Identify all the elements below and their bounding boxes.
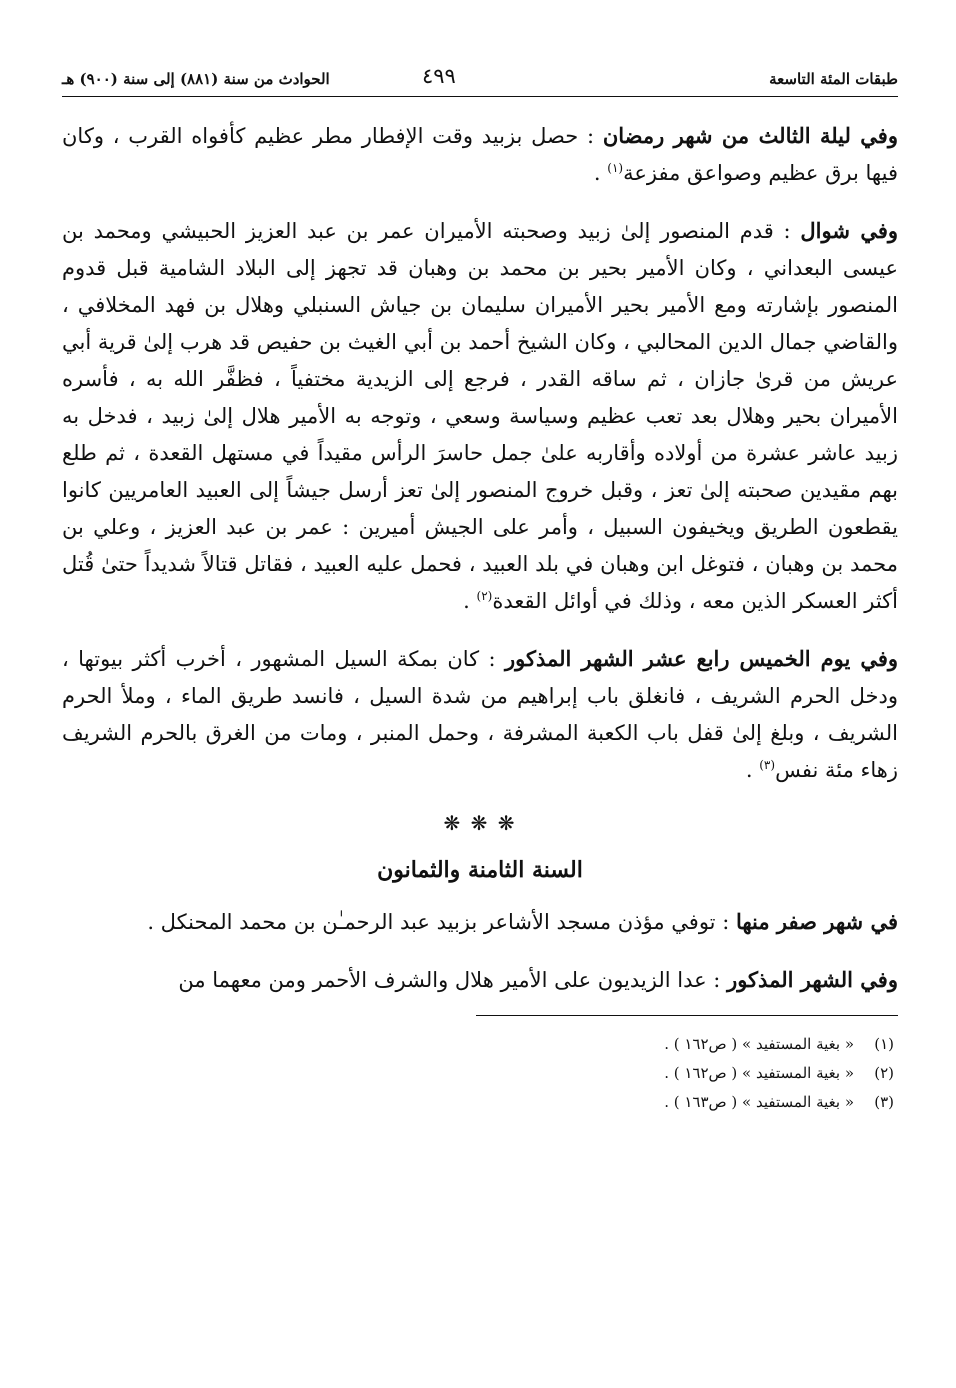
paragraph-lead: وفي ليلة الثالث من شهر رمضان xyxy=(602,123,898,148)
paragraph-text: : عدا الزيديون على الأمير هلال والشرف الأحمر ومن معهما من xyxy=(178,968,728,992)
paragraph-lead: وفي الشهر المذكور xyxy=(727,967,898,992)
paragraph-zaydis xyxy=(62,961,898,999)
footnote-text: « بغية المستفيد » ( ص١٦٢ ) . xyxy=(664,1035,854,1053)
paragraph-flood xyxy=(62,640,898,789)
footnote-divider xyxy=(476,1015,898,1016)
footnotes xyxy=(62,1030,898,1117)
paragraph-lead: وفي شوال xyxy=(800,218,898,243)
footnote-text: « بغية المستفيد » ( ص١٦٣ ) . xyxy=(664,1093,854,1111)
section-heading: السنة الثامنة والثمانون xyxy=(377,857,583,883)
footnote-ref[interactable]: (٣) xyxy=(759,758,776,772)
footnote-number: (١) xyxy=(874,1035,894,1053)
paragraph-end: . xyxy=(593,161,608,185)
footnote-ref[interactable]: (١) xyxy=(607,161,624,175)
paragraph-text: : حصل بزبيد وقت الإفطار مطر عظيم كأفواه القرب ، وكان فيها برق عظيم وصواعق مفزعة xyxy=(62,124,898,185)
footnote-number: (٢) xyxy=(874,1064,894,1082)
paragraph-end: . xyxy=(745,758,760,782)
header-book-title: طبقات المئة التاسعة xyxy=(769,70,898,88)
header-section-title: الحوادث من سنة (٨٨١) إلى سنة (٩٠٠) هـ xyxy=(62,70,330,88)
footnote-text: « بغية المستفيد » ( ص١٦٢ ) . xyxy=(664,1064,854,1082)
paragraph-ramadan xyxy=(62,117,898,192)
paragraph-lead: في شهر صفر منها xyxy=(735,909,898,934)
paragraph-text: : توفي مؤذن مسجد الأشاعر بزبيد عبد الرحمـٰن بن محمد المحنكل . xyxy=(147,910,736,934)
footnote-item xyxy=(62,1088,898,1117)
footnote-number: (٣) xyxy=(874,1093,894,1111)
footnote-item xyxy=(62,1030,898,1059)
page-number: ٤٩٩ xyxy=(422,64,456,88)
running-header xyxy=(62,60,898,94)
section-separator: ❋ ❋ ❋ xyxy=(443,811,517,835)
paragraph-safar xyxy=(62,903,898,941)
paragraph-text: : قدم المنصور إلىٰ زبيد وصحبته الأميران عمر بن عبد العزيز الحبيشي ومحمد بن عيسى البعداني ، وكان الأمير بحير بن محمد بن وهبان قد تجهز إلى البلاد الشامية قبل قدوم المنصور بإشارته ومع الأمير بحير الأميران سليمان بن جياش السنبلي وهلال بن فهد المخلافي ، والقاضي جمال الدين المحالبي ، وكان الشيخ أحمد بن أبي الغيث بن حفيص قد هرب إلىٰ قرية أبي عريش من قرىٰ جازان ، ثم ساقه القدر ، فرجع إلى الزيدية مختفياً ، فظفَّر الله به ، فأسره الأميران بحير وهلال بعد تعب عظيم وسياسة وسعي ، وتوجه به الأمير هلال إلىٰ زبيد ، فدخل به زبيد عاشر عشرة من أولاده وأقاربه علىٰ جمل حاسرَ الرأس مقيداً في مستهل القعدة ، ثم طلع بهم مقيدين صحبته إلىٰ تعز ، وقبل خروج المنصور إلىٰ تعز أرسل جيشاً إلى العبيد العامريين كانوا يقطعون الطريق ويخيفون السبيل ، وأمر على الجيش أميرين : عمر بن عبد العزيز ، وعلي بن محمد بن وهبان ، فتوغل ابن وهبان في بلد العبيد ، فحمل عليه العبيد ، فقاتل قتالاً شديداً حتىٰ قُتل أكثر العسكر الذين معه ، وذلك في أوائل القعدة xyxy=(62,219,898,613)
footnote-item xyxy=(62,1059,898,1088)
header-divider xyxy=(62,96,898,97)
paragraph-shawwal xyxy=(62,212,898,620)
paragraph-text: : كان بمكة السيل المشهور ، أخرب أكثر بيوتها ، ودخل الحرم الشريف ، فانغلق باب إبراهيم من شدة السيل ، فانسد طريق الماء ، وملأ الحرم الشريف ، وبلغ إلىٰ قفل باب الكعبة المشرفة ، وحمل المنبر ، ومات من الغرق بالحرم الشريف زهاء مئة نفس xyxy=(62,647,898,782)
book-page xyxy=(62,60,898,1117)
footnote-ref[interactable]: (٢) xyxy=(476,589,493,603)
paragraph-lead: وفي يوم الخميس رابع عشر الشهر المذكور xyxy=(505,646,898,671)
paragraph-end: . xyxy=(463,589,477,613)
